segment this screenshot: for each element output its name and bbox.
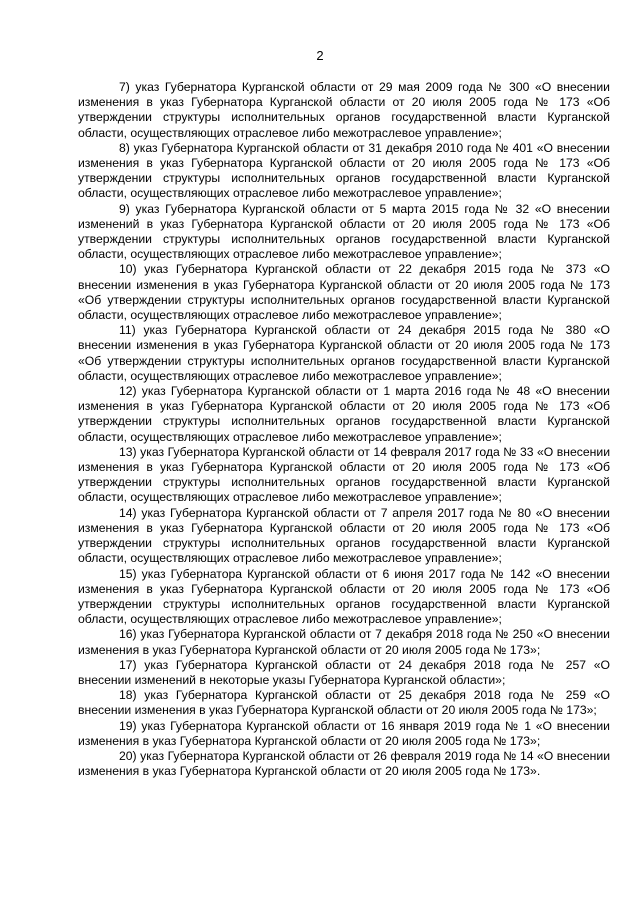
list-item: 9) указ Губернатора Курганской области от 5 марта 2015 года № 32 «О внесении изменений в указ Губернатора Курганской области от 20 июля 2005 года № 173 «Об утверждении структуры исполнительных органов государственной власти Курганской области, осуществляющих отраслевое либо межотраслевое управление»; — [78, 201, 610, 262]
list-item: 15) указ Губернатора Курганской области от 6 июня 2017 года № 142 «О внесении изменения в указ Губернатора Курганской области от 20 июля 2005 года № 173 «Об утверждении структуры исполнительных органов государственной власти Курганской области, осуществляющих отраслевое либо межотраслевое управление»; — [78, 566, 610, 627]
list-item: 7) указ Губернатора Курганской области от 29 мая 2009 года № 300 «О внесении изменения в указ Губернатора Курганской области от 20 июля 2005 года № 173 «Об утверждении структуры исполнительных органов государственной власти Курганской области, осуществляющих отраслевое либо межотраслевое управление»; — [78, 80, 610, 140]
list-item: 11) указ Губернатора Курганской области от 24 декабря 2015 года № 380 «О внесении изменения в указ Губернатора Курганской области от 20 июля 2005 года № 173 «Об утверждении структуры исполнительных органов государственной власти Курганской области, осуществляющих отраслевое либо межотраслевое управление»; — [78, 323, 610, 383]
list-item: 20) указ Губернатора Курганской области от 26 февраля 2019 года № 14 «О внесении изменения в указ Губернатора Курганской области от 20 июля 2005 года № 173». — [78, 748, 610, 779]
list-item: 19) указ Губернатора Курганской области от 16 января 2019 года № 1 «О внесении изменения в указ Губернатора Курганской области от 20 июля 2005 года № 173»; — [78, 718, 610, 748]
list-item: 10) указ Губернатора Курганской области от 22 декабря 2015 года № 373 «О внесении изменения в указ Губернатора Курганской области от 20 июля 2005 года № 173 «Об утверждении структуры исполнительных органов государственной власти Курганской области, осуществляющих отраслевое либо межотраслевое управление»; — [78, 262, 610, 323]
list-item: 12) указ Губернатора Курганской области от 1 марта 2016 года № 48 «О внесении изменения в указ Губернатора Курганской области от 20 июля 2005 года № 173 «Об утверждении структуры исполнительных органов государственной власти Курганской области, осуществляющих отраслевое либо межотраслевое управление»; — [78, 384, 610, 444]
list-item: 13) указ Губернатора Курганской области от 14 февраля 2017 года № 33 «О внесении изменения в указ Губернатора Курганской области от 20 июля 2005 года № 173 «Об утверждении структуры исполнительных органов государственной власти Курганской области, осуществляющих отраслевое либо межотраслевое управление»; — [78, 444, 610, 505]
page-number: 2 — [316, 48, 324, 63]
list-item: 18) указ Губернатора Курганской области от 25 декабря 2018 года № 259 «О внесении изменения в указ Губернатора Курганской области от 20 июля 2005 года № 173»; — [78, 688, 610, 718]
list-item: 16) указ Губернатора Курганской области от 7 декабря 2018 года № 250 «О внесении изменения в указ Губернатора Курганской области от 20 июля 2005 года № 173»; — [78, 627, 610, 657]
list-item: 8) указ Губернатора Курганской области от 31 декабря 2010 года № 401 «О внесении изменения в указ Губернатора Курганской области от 20 июля 2005 года № 173 «Об утверждении структуры исполнительных органов государственной власти Курганской области, осуществляющих отраслевое либо межотраслевое управление»; — [78, 140, 610, 201]
list-item: 14) указ Губернатора Курганской области от 7 апреля 2017 года № 80 «О внесении изменения в указ Губернатора Курганской области от 20 июля 2005 года № 173 «Об утверждении структуры исполнительных органов государственной власти Курганской области, осуществляющих отраслевое либо межотраслевое управление»; — [78, 505, 610, 566]
list-item: 17) указ Губернатора Курганской области от 24 декабря 2018 года № 257 «О внесении изменений в некоторые указы Губернатора Курганской области»; — [78, 657, 610, 687]
document-body — [78, 80, 610, 779]
